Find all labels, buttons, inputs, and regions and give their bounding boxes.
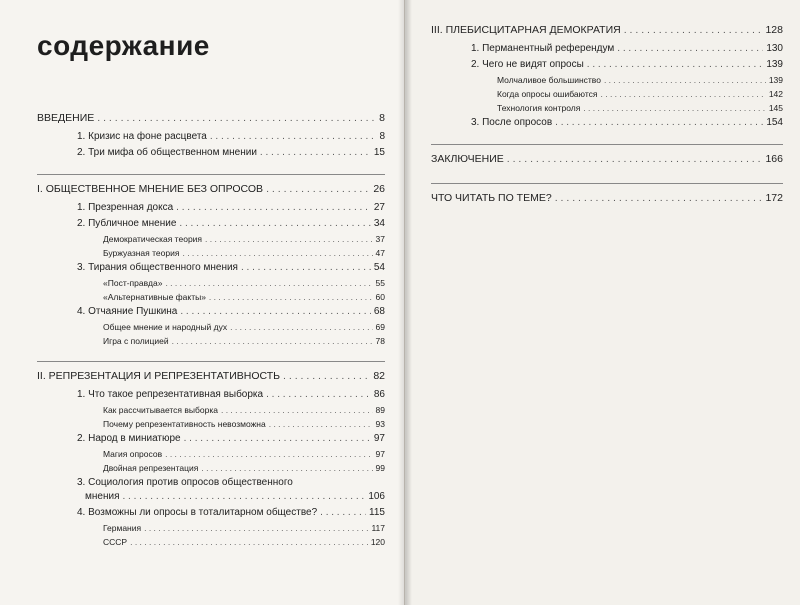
toc-entry-title: Когда опросы ошибаются — [497, 89, 598, 99]
toc-entry-title: Общее мнение и народный дух — [103, 322, 228, 332]
toc-entry — [37, 507, 385, 518]
toc-entry — [431, 117, 783, 128]
toc-right-column — [431, 24, 783, 211]
toc-page-number: 37 — [375, 234, 385, 244]
toc-entry-title: Магия опросов — [103, 449, 163, 459]
dot-leader — [269, 419, 373, 429]
dot-leader — [122, 491, 365, 502]
dot-leader — [283, 370, 370, 382]
toc-entry-title: «Альтернативные факты» — [103, 292, 206, 302]
toc-page-number: 130 — [766, 43, 783, 54]
dot-leader — [97, 112, 376, 124]
section-divider — [37, 174, 385, 175]
toc-entry — [37, 523, 385, 533]
toc-page-number: 99 — [375, 463, 385, 473]
dot-leader — [221, 405, 373, 415]
toc-entry-title: Германия — [103, 523, 142, 533]
toc-entry-title: 2. Публичное мнение — [77, 218, 177, 229]
dot-leader — [624, 24, 763, 36]
toc-page-number: 106 — [368, 491, 385, 502]
section-spacer — [431, 133, 783, 144]
toc-entry-title: 4. Возможны ли опросы в тоталитарном обществе? — [77, 507, 318, 518]
toc-entry — [431, 103, 783, 113]
toc-entry-title: ВВЕДЕНИЕ — [37, 112, 95, 124]
dot-leader — [604, 75, 766, 85]
toc-entry — [37, 322, 385, 332]
toc-entry-title: «Пост-правда» — [103, 278, 163, 288]
dot-leader — [320, 507, 366, 518]
dot-leader — [587, 59, 764, 70]
toc-entry — [37, 183, 385, 195]
toc-entry-title: Как рассчитывается выборка — [103, 405, 218, 415]
dot-leader — [201, 463, 372, 473]
toc-entry — [431, 43, 783, 54]
toc-entry-title: СССР — [103, 537, 128, 547]
toc-page-number: 8 — [379, 131, 385, 142]
toc-entry — [431, 59, 783, 70]
toc-entry-title: I. ОБЩЕСТВЕННОЕ МНЕНИЕ БЕЗ ОПРОСОВ — [37, 183, 264, 195]
dot-leader — [210, 131, 377, 142]
toc-entry-title: Буржуазная теория — [103, 248, 180, 258]
toc-entry — [431, 75, 783, 85]
toc-page-number: 97 — [375, 449, 385, 459]
dot-leader — [130, 537, 368, 547]
section-spacer — [37, 163, 385, 174]
toc-page-number: 97 — [373, 433, 385, 444]
toc-page-number: 142 — [768, 89, 783, 99]
dot-leader — [230, 322, 372, 332]
toc-entry — [37, 405, 385, 415]
toc-page-number: 69 — [375, 322, 385, 332]
toc-page-number: 55 — [375, 278, 385, 288]
toc-entry — [37, 112, 385, 124]
toc-entry — [37, 389, 385, 400]
toc-page-number: 139 — [766, 59, 783, 70]
toc-page-number: 15 — [373, 147, 385, 158]
toc-entry-title: III. ПЛЕБИСЦИТАРНАЯ ДЕМОКРАТИЯ — [431, 24, 621, 36]
toc-page-number: 26 — [373, 183, 385, 195]
toc-page-number: 172 — [765, 192, 783, 204]
dot-leader — [179, 218, 370, 229]
toc-entry — [37, 537, 385, 547]
toc-page-number: 54 — [373, 262, 385, 273]
toc-entry — [37, 202, 385, 213]
toc-entry — [37, 262, 385, 273]
dot-leader — [165, 449, 372, 459]
dot-leader — [180, 306, 371, 317]
dot-leader — [205, 234, 373, 244]
dot-leader — [260, 147, 371, 158]
right-page — [404, 0, 800, 605]
toc-entry — [37, 433, 385, 444]
toc-entry — [37, 278, 385, 288]
toc-entry-title: 3. Социология против опросов общественного — [77, 477, 293, 488]
toc-entry-title: 1. Что такое репрезентативная выборка — [77, 389, 264, 400]
toc-page-number: 115 — [369, 507, 385, 518]
toc-entry — [37, 147, 385, 158]
section-divider — [431, 144, 783, 145]
dot-leader — [172, 336, 373, 346]
toc-page-number: 145 — [768, 103, 783, 113]
toc-entry-title: Технология контроля — [497, 103, 581, 113]
toc-entry-continuation — [77, 491, 385, 502]
toc-entry-title: 4. Отчаяние Пушкина — [77, 306, 178, 317]
dot-leader — [583, 103, 766, 113]
toc-page-number: 117 — [371, 523, 385, 533]
toc-entry-title: 3. Тирания общественного мнения — [77, 262, 238, 273]
toc-page-number: 86 — [373, 389, 385, 400]
toc-entry-title: 1. Перманентный референдум — [471, 43, 615, 54]
toc-entry — [37, 463, 385, 473]
toc-entry-title: 2. Три мифа об общественном мнении — [77, 147, 257, 158]
dot-leader — [182, 248, 372, 258]
toc-entry — [37, 477, 385, 502]
toc-page-number: 139 — [768, 75, 783, 85]
dot-leader — [266, 389, 371, 400]
toc-entry — [37, 370, 385, 382]
toc-entry-title: Почему репрезентативность невозможна — [103, 419, 266, 429]
toc-entry-title: мнения — [85, 491, 120, 502]
toc-entry-title: 2. Чего не видят опросы — [471, 59, 584, 70]
toc-page-number: 89 — [375, 405, 385, 415]
dot-leader — [176, 202, 371, 213]
toc-page-number: 27 — [373, 202, 385, 213]
toc-entry-title: 2. Народ в миниатюре — [77, 433, 181, 444]
toc-entry-title: ЗАКЛЮЧЕНИЕ — [431, 153, 504, 165]
dot-leader — [601, 89, 766, 99]
toc-page-number: 68 — [373, 306, 385, 317]
toc-left-column — [37, 112, 385, 551]
toc-page-number: 34 — [373, 218, 385, 229]
toc-entry — [37, 234, 385, 244]
dot-leader — [144, 523, 368, 533]
dot-leader — [507, 153, 763, 165]
toc-entry-title: 3. После опросов — [471, 117, 553, 128]
toc-entry — [431, 24, 783, 36]
toc-entry-title: Двойная репрезентация — [103, 463, 199, 473]
toc-page-number: 128 — [765, 24, 783, 36]
toc-entry — [431, 192, 783, 204]
toc-page-number: 166 — [765, 153, 783, 165]
toc-entry-title: 1. Кризис на фоне расцвета — [77, 131, 207, 142]
toc-entry-title: Молчаливое большинство — [497, 75, 601, 85]
toc-entry-title: Демократическая теория — [103, 234, 203, 244]
toc-entry-title: Игра с полицией — [103, 336, 169, 346]
section-spacer — [37, 350, 385, 361]
toc-entry — [37, 292, 385, 302]
dot-leader — [184, 433, 371, 444]
page-title: содержание — [37, 30, 210, 61]
toc-entry-title: ЧТО ЧИТАТЬ ПО ТЕМЕ? — [431, 192, 552, 204]
dot-leader — [555, 192, 763, 204]
toc-page-number: 60 — [375, 292, 385, 302]
dot-leader — [617, 43, 763, 54]
toc-entry — [37, 336, 385, 346]
dot-leader — [266, 183, 370, 195]
toc-page-number: 154 — [766, 117, 783, 128]
toc-page-number: 120 — [370, 537, 385, 547]
section-divider — [431, 183, 783, 184]
toc-entry — [37, 419, 385, 429]
toc-entry — [37, 449, 385, 459]
section-divider — [37, 361, 385, 362]
dot-leader — [209, 292, 373, 302]
toc-entry — [37, 131, 385, 142]
toc-page-number: 78 — [375, 336, 385, 346]
dot-leader — [165, 278, 372, 288]
toc-entry — [431, 89, 783, 99]
toc-page-number: 47 — [375, 248, 385, 258]
dot-leader — [241, 262, 371, 273]
toc-entry — [37, 248, 385, 258]
toc-entry-title: II. РЕПРЕЗЕНТАЦИЯ И РЕПРЕЗЕНТАТИВНОСТЬ — [37, 370, 281, 382]
toc-entry — [37, 218, 385, 229]
toc-entry — [431, 153, 783, 165]
toc-page-number: 8 — [379, 112, 385, 124]
dot-leader — [555, 117, 763, 128]
toc-entry-title: 1. Презренная докса — [77, 202, 174, 213]
toc-entry — [37, 306, 385, 317]
toc-page-number: 82 — [373, 370, 385, 382]
toc-page-number: 93 — [375, 419, 385, 429]
section-spacer — [431, 172, 783, 183]
